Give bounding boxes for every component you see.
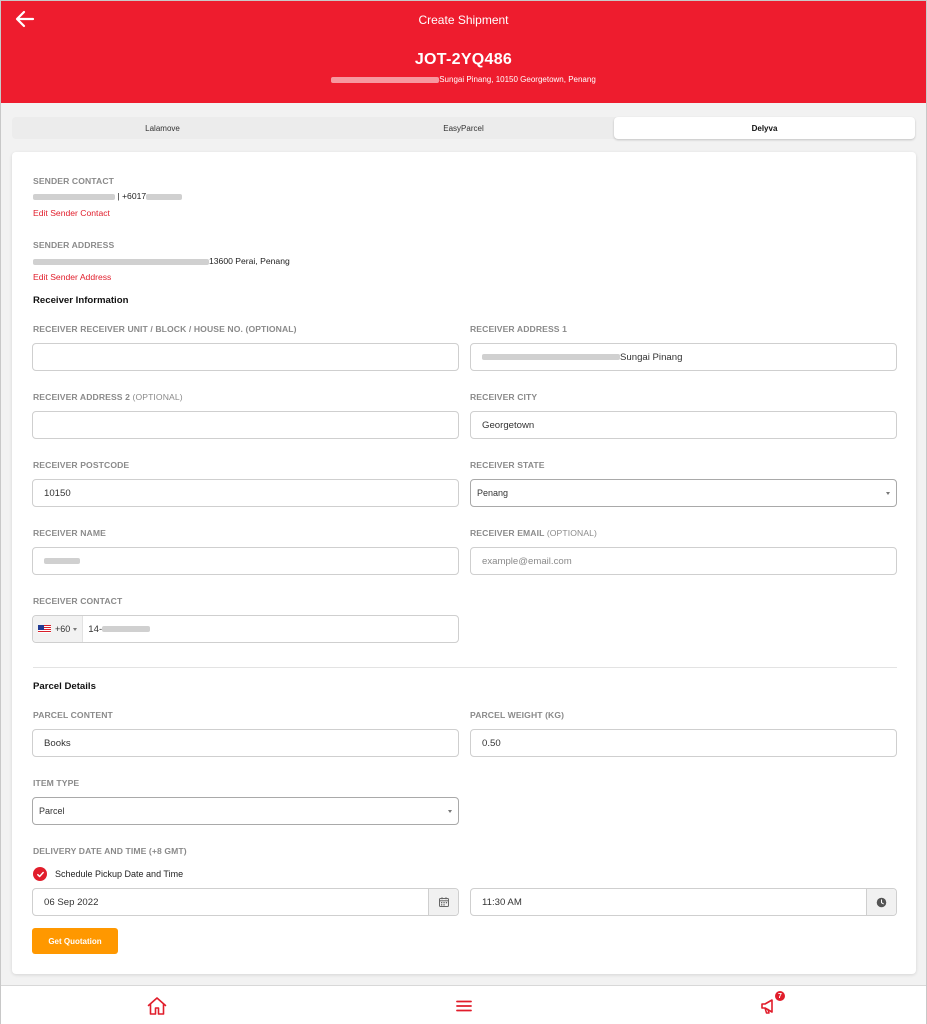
receiver-name-input[interactable] bbox=[32, 547, 459, 575]
receiver-unit-input[interactable] bbox=[32, 343, 459, 371]
receiver-postcode-input[interactable]: 10150 bbox=[32, 479, 459, 507]
sender-phone-prefix: +6017 bbox=[122, 191, 147, 201]
sender-contact-label: SENDER CONTACT bbox=[33, 176, 114, 186]
dropdown-caret-icon bbox=[448, 810, 452, 813]
item-type-label: ITEM TYPE bbox=[33, 778, 80, 788]
home-icon bbox=[145, 994, 169, 1018]
receiver-contact-label: RECEIVER CONTACT bbox=[33, 596, 123, 606]
receiver-state-value: Penang bbox=[477, 488, 509, 498]
redacted-text bbox=[44, 558, 80, 564]
edit-sender-contact-link[interactable]: Edit Sender Contact bbox=[33, 208, 110, 218]
nav-menu[interactable] bbox=[452, 994, 476, 1018]
receiver-address1-label: RECEIVER ADDRESS 1 bbox=[470, 324, 567, 334]
order-id: JOT-2YQ486 bbox=[414, 51, 513, 68]
receiver-city-label: RECEIVER CITY bbox=[470, 392, 538, 402]
bottom-navigation bbox=[1, 985, 926, 1024]
nav-home[interactable] bbox=[145, 994, 169, 1018]
receiver-phone-prefix: 14- bbox=[88, 623, 103, 635]
pickup-time-input[interactable] bbox=[470, 888, 897, 916]
pickup-time-value: 11:30 AM bbox=[482, 896, 522, 908]
item-type-value: Parcel bbox=[39, 806, 65, 816]
contact-separator: | bbox=[117, 191, 120, 201]
nav-announcements[interactable] bbox=[758, 994, 782, 1018]
section-divider bbox=[33, 667, 897, 668]
app-header bbox=[1, 1, 926, 103]
receiver-email-input[interactable]: example@email.com bbox=[470, 547, 897, 575]
sender-address-label: SENDER ADDRESS bbox=[33, 240, 115, 250]
receiver-address1-input[interactable] bbox=[470, 343, 897, 371]
receiver-address1-text: Sungai Pinang bbox=[620, 351, 683, 363]
notification-badge: 7 bbox=[775, 991, 785, 1001]
receiver-name-label: RECEIVER NAME bbox=[33, 528, 106, 538]
receiver-address2-input[interactable] bbox=[32, 411, 459, 439]
tab-lalamove[interactable]: Lalamove bbox=[145, 123, 180, 133]
country-code-selector[interactable] bbox=[33, 616, 83, 642]
redacted-text bbox=[33, 259, 209, 265]
page-title: Create Shipment bbox=[418, 13, 509, 27]
get-quotation-button[interactable]: Get Quotation bbox=[32, 928, 118, 954]
courier-tabs bbox=[12, 117, 915, 139]
redacted-text bbox=[146, 194, 182, 200]
receiver-city-input[interactable]: Georgetown bbox=[470, 411, 897, 439]
parcel-section-title: Parcel Details bbox=[33, 681, 96, 692]
redacted-text bbox=[33, 194, 115, 200]
redacted-text bbox=[331, 77, 439, 83]
redacted-text bbox=[102, 626, 150, 632]
sender-address-value bbox=[33, 256, 290, 266]
parcel-content-label: PARCEL CONTENT bbox=[33, 710, 113, 720]
clock-icon bbox=[876, 897, 887, 908]
receiver-state-label: RECEIVER STATE bbox=[470, 460, 545, 470]
sender-contact-value bbox=[33, 191, 182, 201]
pickup-date-value: 06 Sep 2022 bbox=[44, 896, 99, 908]
country-code: +60 bbox=[55, 624, 71, 634]
receiver-postcode-label: RECEIVER POSTCODE bbox=[33, 460, 130, 470]
schedule-pickup-checkbox[interactable] bbox=[33, 867, 47, 881]
order-address-text: Sungai Pinang, 10150 Georgetown, Penang bbox=[439, 75, 596, 84]
clock-button[interactable] bbox=[866, 889, 896, 915]
item-type-select[interactable] bbox=[32, 797, 459, 825]
redacted-text bbox=[482, 354, 620, 360]
malaysia-flag-icon bbox=[38, 625, 51, 633]
dropdown-caret-icon bbox=[886, 492, 890, 495]
shipment-form-card bbox=[12, 152, 916, 974]
sender-address-text: 13600 Perai, Penang bbox=[209, 256, 290, 266]
receiver-section-title: Receiver Information bbox=[33, 295, 129, 306]
schedule-pickup-label: Schedule Pickup Date and Time bbox=[55, 869, 184, 879]
checkmark-icon bbox=[36, 870, 45, 879]
order-address bbox=[1, 75, 926, 84]
parcel-weight-input[interactable]: 0.50 bbox=[470, 729, 897, 757]
receiver-contact-input[interactable] bbox=[32, 615, 459, 643]
receiver-email-label: RECEIVER EMAIL (OPTIONAL) bbox=[470, 528, 597, 538]
receiver-state-select[interactable] bbox=[470, 479, 897, 507]
chevron-down-icon bbox=[73, 628, 77, 631]
delivery-datetime-label: DELIVERY DATE AND TIME (+8 GMT) bbox=[33, 846, 187, 856]
pickup-date-input[interactable] bbox=[32, 888, 459, 916]
tab-delyva[interactable]: Delyva bbox=[614, 117, 915, 139]
receiver-unit-label: RECEIVER RECEIVER UNIT / BLOCK / HOUSE NO. (OPTIONAL) bbox=[33, 324, 297, 334]
edit-sender-address-link[interactable]: Edit Sender Address bbox=[33, 272, 112, 282]
calendar-button[interactable] bbox=[428, 889, 458, 915]
parcel-content-input[interactable]: Books bbox=[32, 729, 459, 757]
parcel-weight-label: PARCEL WEIGHT (KG) bbox=[470, 710, 565, 720]
receiver-address2-label: RECEIVER ADDRESS 2 (OPTIONAL) bbox=[33, 392, 183, 402]
tab-easyparcel[interactable]: EasyParcel bbox=[443, 123, 484, 133]
menu-icon bbox=[452, 994, 476, 1018]
calendar-icon bbox=[438, 896, 450, 908]
